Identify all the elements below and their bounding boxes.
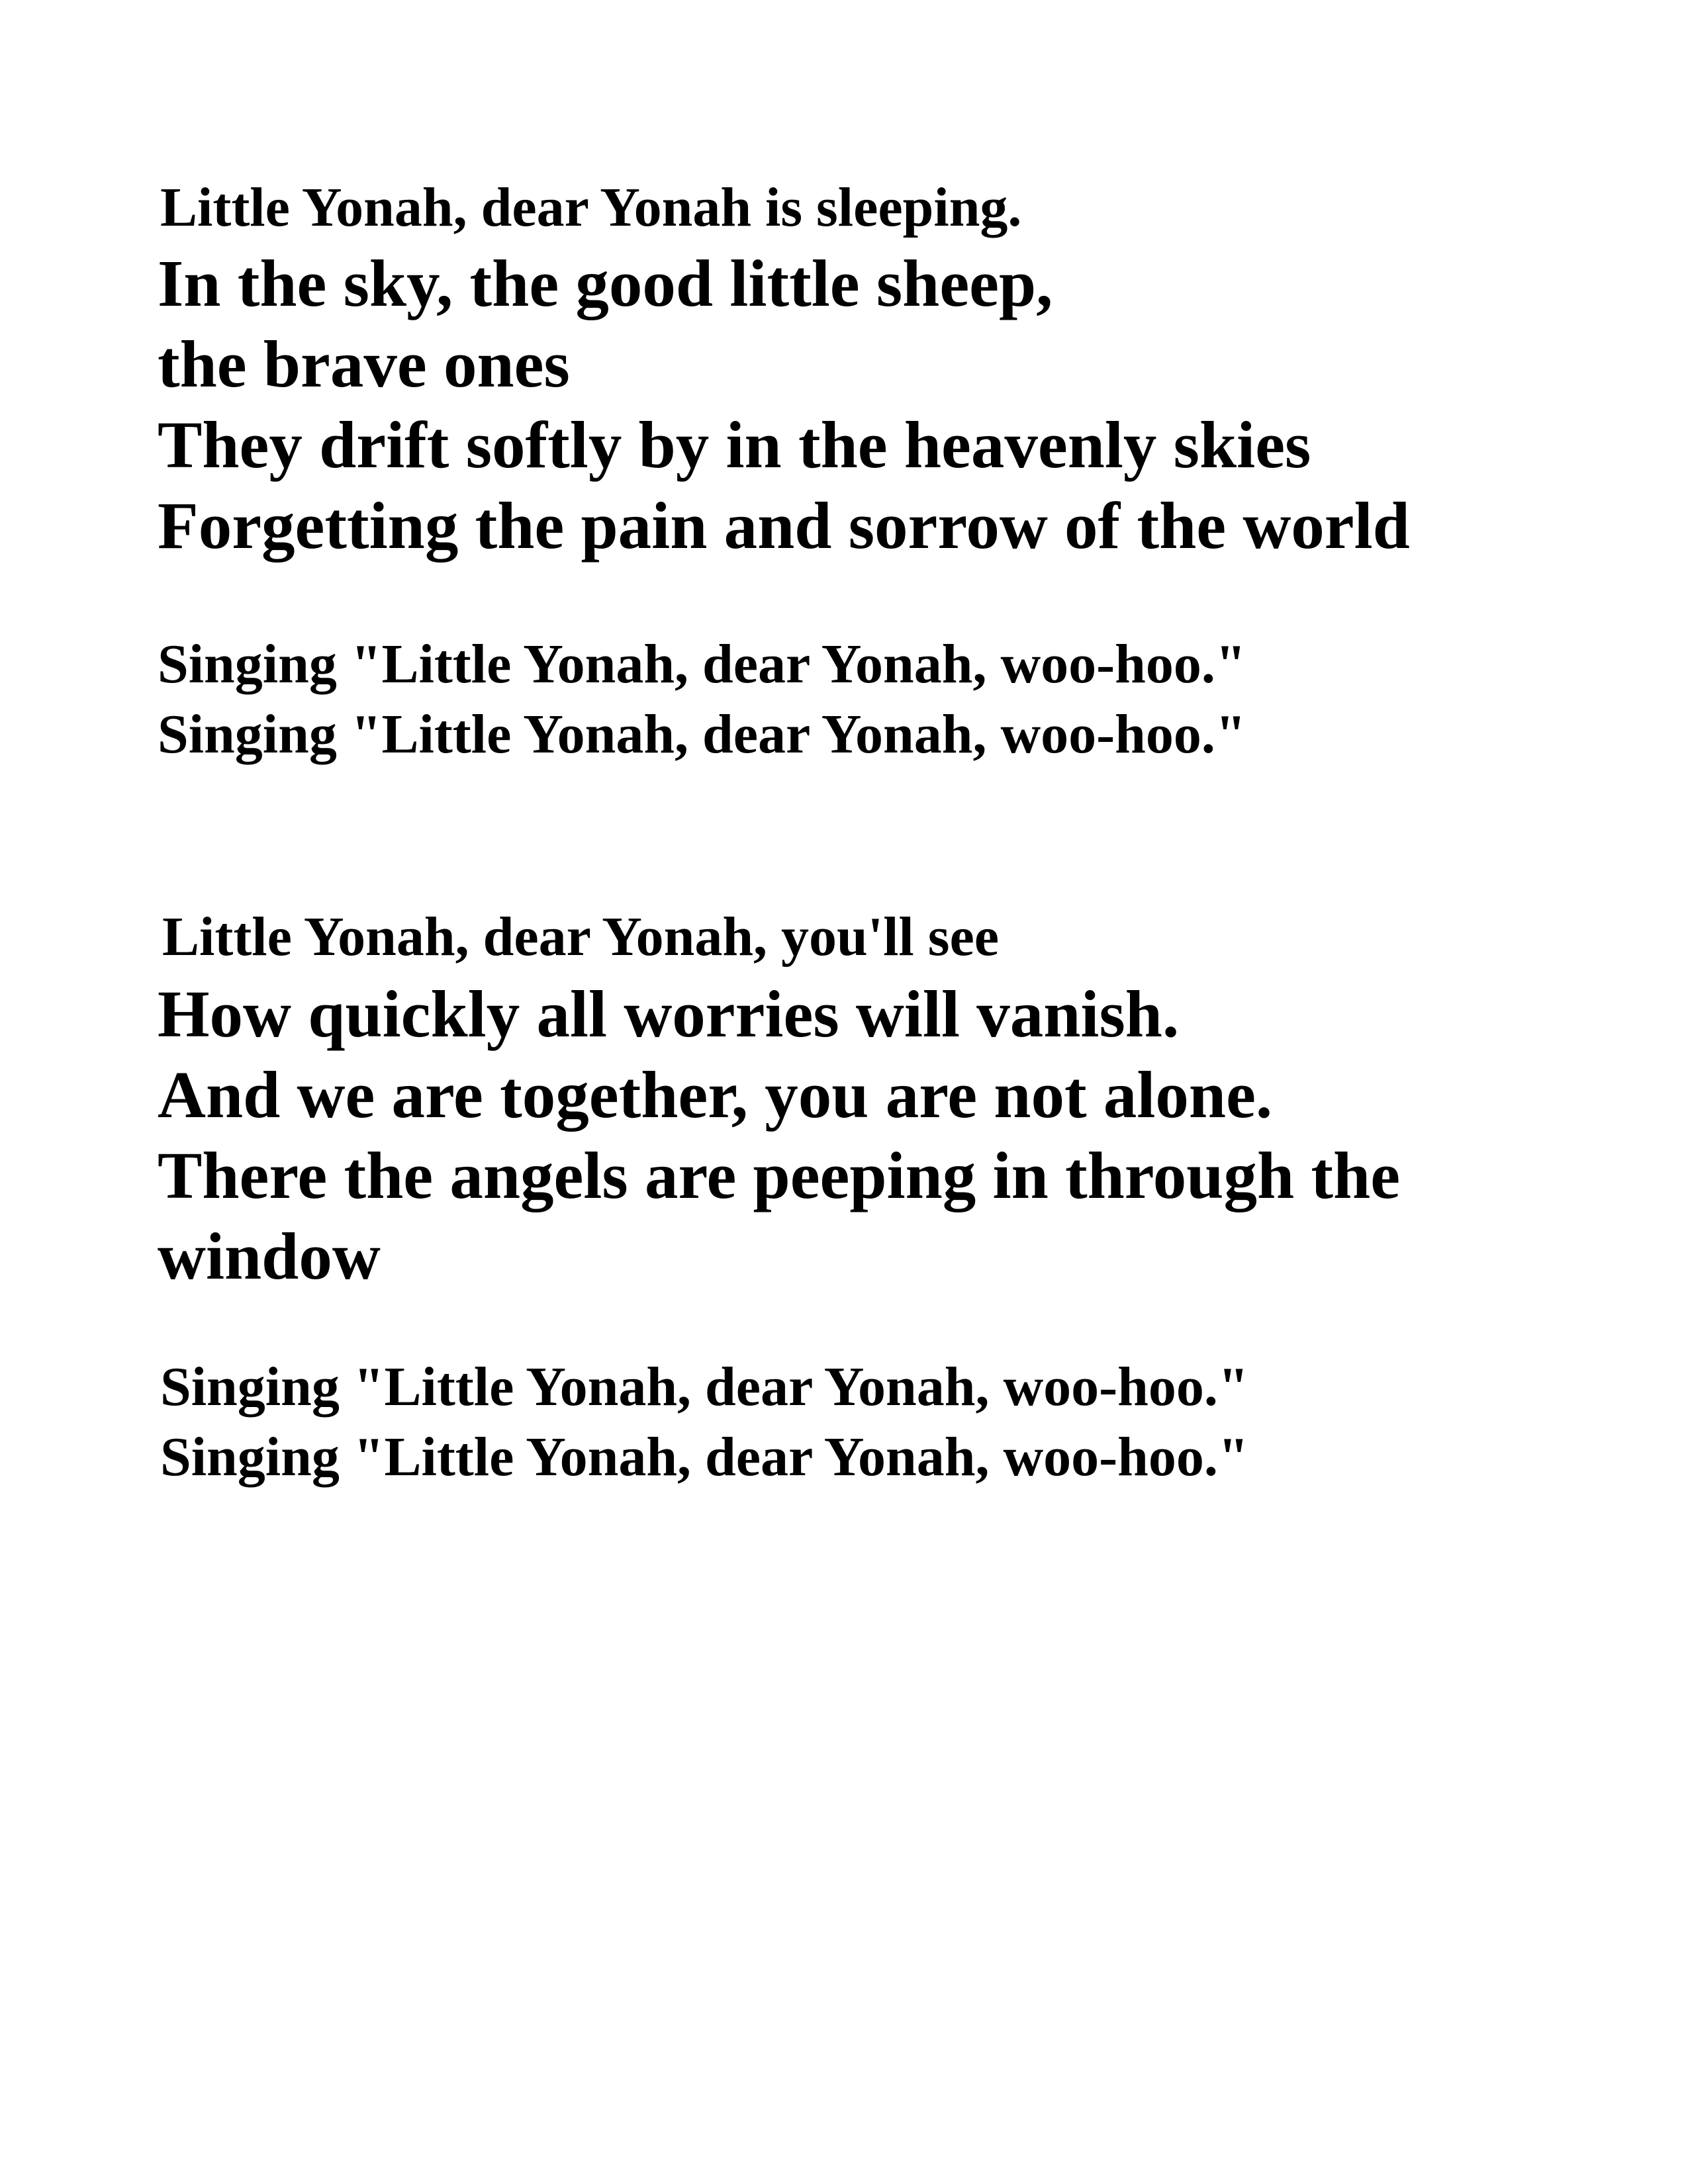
verse-1-line-2: the brave ones (158, 327, 570, 401)
verse-2-line-1: How quickly all worries will vanish. (158, 977, 1180, 1051)
chorus-1-line-2: Singing "Little Yonah, dear Yonah, woo-hoo." (158, 704, 1246, 765)
verse-1-line-4: Forgetting the pain and sorrow of the world (158, 488, 1410, 563)
verse-1-intro: Little Yonah, dear Yonah is sleeping. (160, 177, 1022, 238)
verse-1-line-1: In the sky, the good little sheep, (158, 246, 1053, 320)
verse-2-intro: Little Yonah, dear Yonah, you'll see (162, 906, 1000, 968)
chorus-2-line-1: Singing "Little Yonah, dear Yonah, woo-hoo." (160, 1356, 1249, 1418)
verse-2-line-4: window (158, 1219, 381, 1293)
verse-1-line-3: They drift softly by in the heavenly skies (158, 408, 1311, 482)
verse-2-line-2: And we are together, you are not alone. (158, 1058, 1273, 1132)
verse-2-line-3: There the angels are peeping in through the (158, 1138, 1401, 1212)
chorus-2-line-2: Singing "Little Yonah, dear Yonah, woo-hoo." (160, 1426, 1249, 1488)
chorus-1-line-1: Singing "Little Yonah, dear Yonah, woo-hoo." (158, 633, 1246, 695)
